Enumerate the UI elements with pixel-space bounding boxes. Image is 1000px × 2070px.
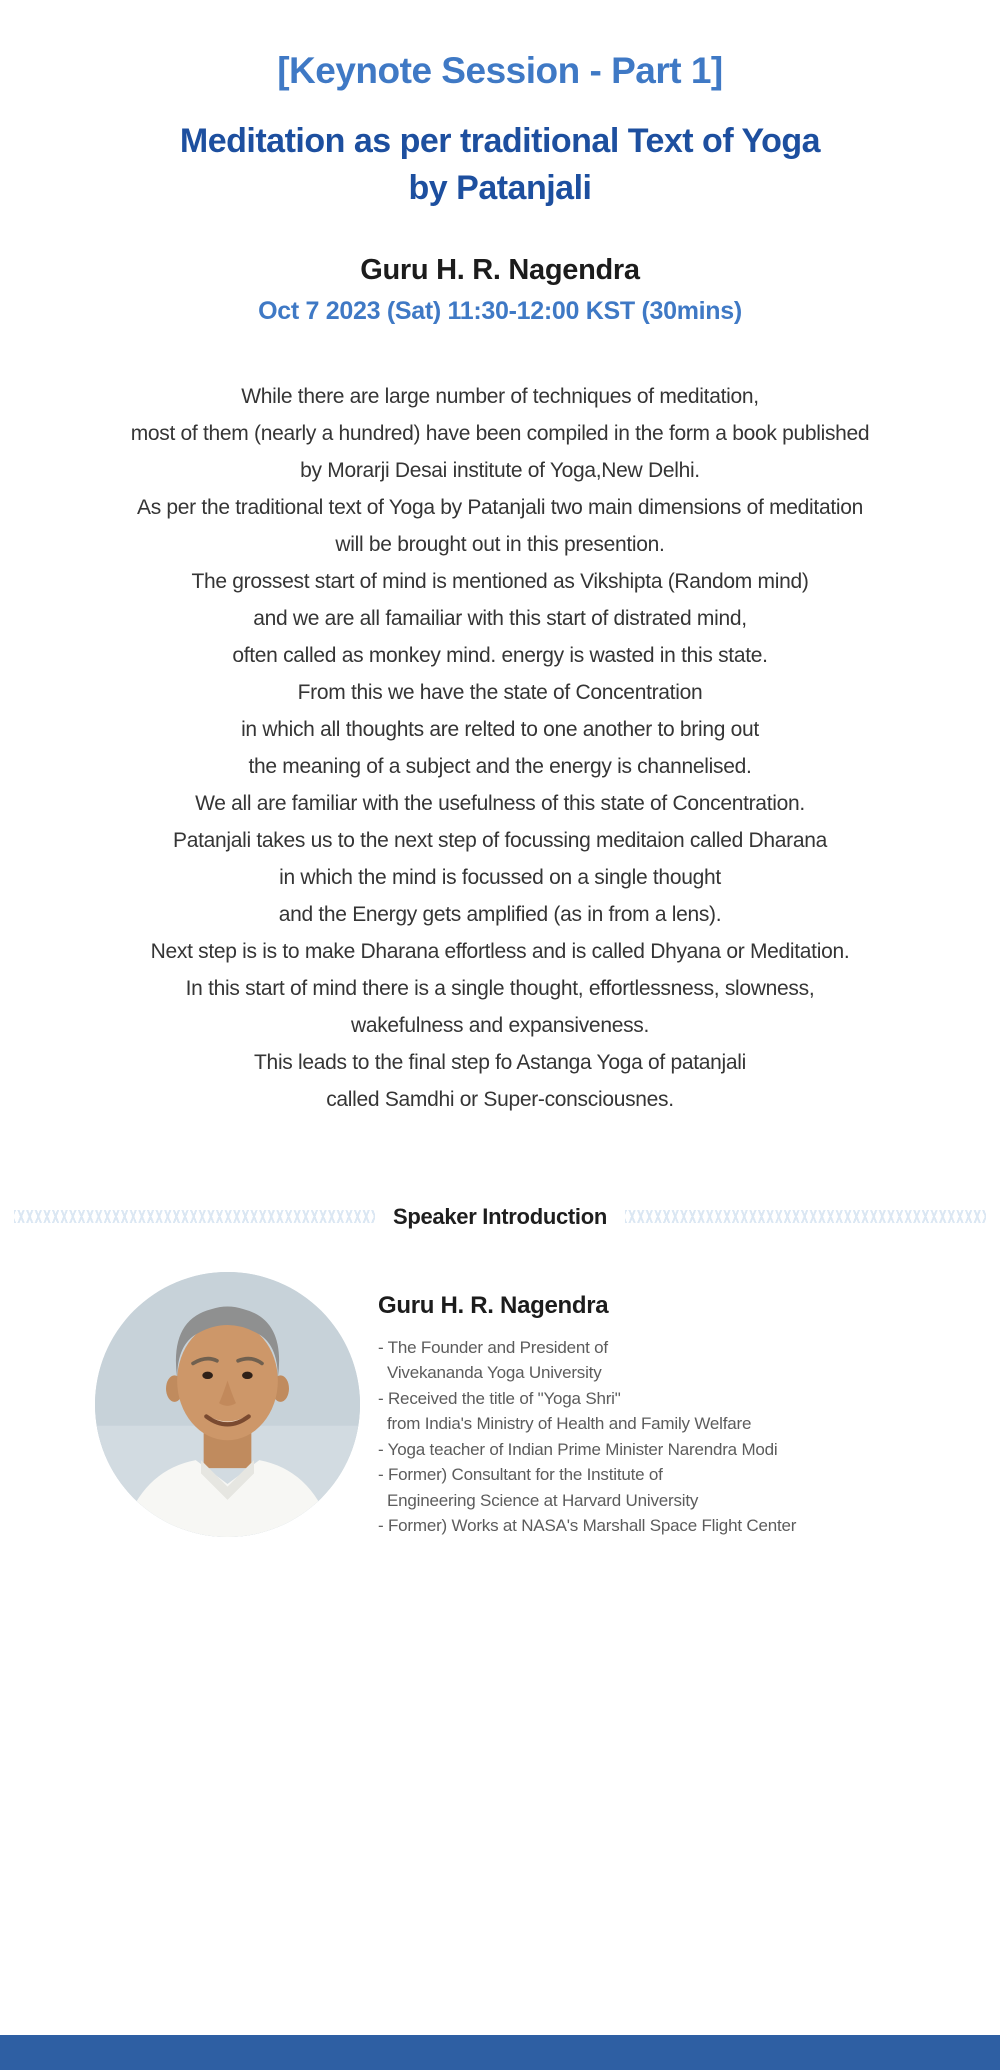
- speaker-portrait-illustration: [95, 1272, 360, 1537]
- abstract-line: As per the traditional text of Yoga by Patanjali two main dimensions of meditation: [136, 495, 863, 519]
- abstract-line: and we are all famailiar with this start of distrated mind,: [253, 606, 747, 630]
- flyer-header: [0, 0, 1000, 326]
- credential-line: Engineering Science at Harvard University: [387, 1490, 699, 1510]
- abstract-line: in which all thoughts are relted to one another to bring out: [241, 717, 759, 741]
- footer-bar: [0, 2035, 1000, 2070]
- abstract-line: In this start of mind there is a single thought, effortlessness, slowness,: [185, 976, 815, 1000]
- speaker-introduction-section: [0, 1204, 1000, 1539]
- abstract-line: most of them (nearly a hundred) have been compiled in the form a book published: [130, 421, 870, 445]
- credential-line: Vivekananda Yoga University: [387, 1363, 602, 1383]
- zigzag-decoration-left: [14, 1210, 375, 1223]
- event-title-line2: by Patanjali: [408, 168, 592, 207]
- abstract-line: From this we have the state of Concentration: [297, 680, 703, 704]
- abstract-line: by Morarji Desai institute of Yoga,New Delhi.: [300, 458, 700, 482]
- speaker-card-name: Guru H. R. Nagendra: [378, 1291, 609, 1319]
- credential-line: - Yoga teacher of Indian Prime Minister Narendra Modi: [378, 1439, 778, 1459]
- abstract-line: will be brought out in this presention.: [335, 532, 665, 556]
- credential-line: - Former) Works at NASA's Marshall Space Flight Center: [378, 1516, 797, 1536]
- speaker-card: [0, 1272, 1000, 1539]
- session-tag: [Keynote Session - Part 1]: [277, 50, 723, 91]
- abstract-line: called Samdhi or Super-consciousnes.: [326, 1087, 674, 1111]
- abstract-line: The grossest start of mind is mentioned as Vikshipta (Random mind): [191, 569, 809, 593]
- credential-line: - Former) Consultant for the Institute of: [378, 1465, 663, 1485]
- event-title: [0, 118, 1000, 212]
- abstract-line: wakefulness and expansiveness.: [350, 1013, 650, 1037]
- abstract-line: often called as monkey mind. energy is wasted in this state.: [232, 643, 768, 667]
- abstract-line: in which the mind is focussed on a single thought: [279, 865, 721, 889]
- abstract-line: Patanjali takes us to the next step of focussing meditaion called Dharana: [172, 828, 827, 852]
- speaker-info: [378, 1272, 796, 1539]
- speaker-intro-heading-row: [0, 1204, 1000, 1230]
- abstract-line: and the Energy gets amplified (as in from a lens).: [278, 902, 722, 926]
- abstract-line: This leads to the final step fo Astanga Yoga of patanjali: [254, 1050, 746, 1074]
- abstract-line: While there are large number of techniques of meditation,: [241, 384, 759, 408]
- abstract-line: We all are familiar with the usefulness of this state of Concentration.: [195, 791, 805, 815]
- event-datetime: Oct 7 2023 (Sat) 11:30-12:00 KST (30mins): [258, 296, 742, 325]
- speaker-name: Guru H. R. Nagendra: [360, 253, 640, 286]
- speaker-photo: [95, 1272, 360, 1537]
- credential-line: - The Founder and President of: [378, 1337, 608, 1357]
- abstract-line: the meaning of a subject and the energy is channelised.: [248, 754, 752, 778]
- speaker-intro-heading: Speaker Introduction: [392, 1203, 608, 1229]
- speaker-credentials: [378, 1335, 796, 1539]
- abstract-line: Next step is is to make Dharana effortless and is called Dhyana or Meditation.: [150, 939, 850, 963]
- credential-line: - Received the title of "Yoga Shri": [378, 1388, 621, 1408]
- event-title-line1: Meditation as per traditional Text of Yoga: [179, 122, 821, 160]
- zigzag-decoration-right: [625, 1210, 986, 1223]
- session-abstract: [0, 378, 1000, 1118]
- credential-line: from India's Ministry of Health and Family Welfare: [387, 1414, 752, 1434]
